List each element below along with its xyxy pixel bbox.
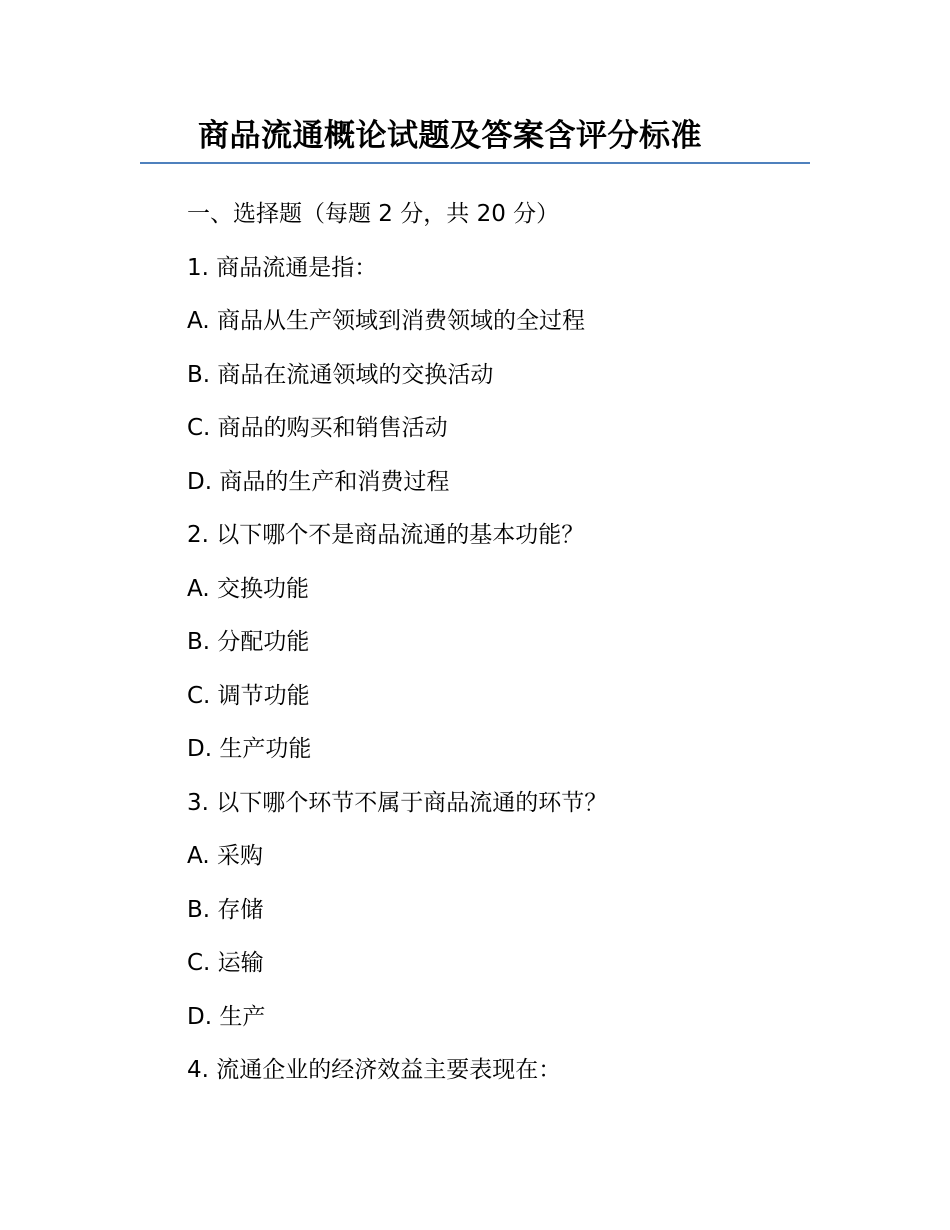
question-3-option-a: A. 采购 <box>187 843 263 869</box>
question-3-option-b: B. 存储 <box>187 896 264 923</box>
question-2-option-d: D. 生产功能 <box>187 736 312 762</box>
question-2-option-a: A. 交换功能 <box>187 575 309 602</box>
question-2-option-c: C. 调节功能 <box>187 682 310 709</box>
question-2: 2. 以下哪个不是商品流通的基本功能？ <box>187 522 585 548</box>
title-underline <box>140 162 810 164</box>
question-3: 3. 以下哪个环节不属于商品流通的环节？ <box>187 789 608 816</box>
question-3-option-d: D. 生产 <box>187 1003 266 1030</box>
question-1-option-b: B. 商品在流通领域的交换活动 <box>187 361 494 388</box>
question-3-option-c: C. 运输 <box>187 950 264 976</box>
document-title: 商品流通概论试题及答案含评分标准 <box>198 118 702 154</box>
question-1-option-d: D. 商品的生产和消费过程 <box>187 468 450 495</box>
question-1-option-a: A. 商品从生产领域到消费领域的全过程 <box>187 308 585 334</box>
question-2-option-b: B. 分配功能 <box>187 629 310 655</box>
section-heading-multiple-choice: 一、选择题（每题 2 分，共 20 分） <box>187 201 560 227</box>
question-4: 4. 流通企业的经济效益主要表现在： <box>187 1057 562 1083</box>
question-1-option-c: C. 商品的购买和销售活动 <box>187 415 448 441</box>
document-body <box>187 188 807 1098</box>
question-1: 1. 商品流通是指： <box>187 254 378 281</box>
